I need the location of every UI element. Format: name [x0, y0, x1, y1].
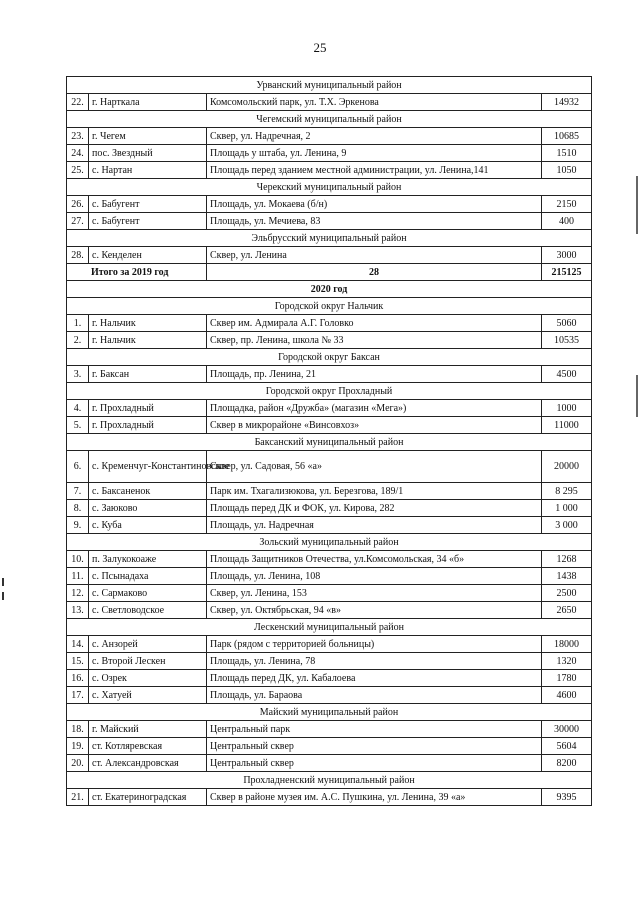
district-header: Городской округ Прохладный [67, 383, 592, 400]
year-header-row [67, 281, 592, 298]
object-cell: Сквер, ул. Ленина [207, 247, 542, 264]
row-number: 23. [67, 128, 89, 145]
table-row [67, 315, 592, 332]
settlement-cell: с. Кенделен [89, 247, 207, 264]
settlement-cell: с. Анзорей [89, 636, 207, 653]
object-cell: Площадь перед ДК, ул. Кабалоева [207, 670, 542, 687]
row-number: 26. [67, 196, 89, 213]
settlement-cell: ст. Екатериноградская [89, 789, 207, 806]
table-row [67, 517, 592, 534]
section-header-row [67, 704, 592, 721]
settlement-cell: г. Прохладный [89, 417, 207, 434]
table-row [67, 636, 592, 653]
section-header-row [67, 298, 592, 315]
object-cell: Центральный сквер [207, 738, 542, 755]
row-number: 7. [67, 483, 89, 500]
table-row [67, 738, 592, 755]
table-row [67, 145, 592, 162]
object-cell: Площадь, ул. Бараова [207, 687, 542, 704]
margin-mark [636, 176, 638, 234]
table-row [67, 551, 592, 568]
margin-mark [2, 578, 4, 586]
row-number: 19. [67, 738, 89, 755]
area-cell: 5604 [542, 738, 592, 755]
settlement-cell: с. Озрек [89, 670, 207, 687]
object-cell: Площадь Защитников Отечества, ул.Комсомольская, 34 «б» [207, 551, 542, 568]
area-cell: 14932 [542, 94, 592, 111]
row-number: 15. [67, 653, 89, 670]
table-row [67, 687, 592, 704]
margin-mark [636, 375, 638, 417]
area-cell: 4600 [542, 687, 592, 704]
row-number: 9. [67, 517, 89, 534]
table-row [67, 585, 592, 602]
row-number: 3. [67, 366, 89, 383]
object-cell: Площадь, ул. Ленина, 108 [207, 568, 542, 585]
settlement-cell: с. Нартан [89, 162, 207, 179]
settlement-cell: с. Заюково [89, 500, 207, 517]
object-cell: Сквер им. Адмирала А.Г. Головко [207, 315, 542, 332]
object-cell: Площадь, ул. Надречная [207, 517, 542, 534]
area-cell: 1268 [542, 551, 592, 568]
table-row [67, 721, 592, 738]
table-row [67, 94, 592, 111]
district-header: Баксанский муниципальный район [67, 434, 592, 451]
settlement-cell: с. Кременчуг-Константиновское [89, 451, 207, 483]
object-cell: Сквер в микрорайоне «Винсовхоз» [207, 417, 542, 434]
area-cell: 8200 [542, 755, 592, 772]
object-cell: Центральный парк [207, 721, 542, 738]
settlement-cell: г. Чегем [89, 128, 207, 145]
row-number: 18. [67, 721, 89, 738]
row-number: 22. [67, 94, 89, 111]
object-cell: Площадь, пр. Ленина, 21 [207, 366, 542, 383]
area-cell: 4500 [542, 366, 592, 383]
district-header: Эльбрусский муниципальный район [67, 230, 592, 247]
total-area: 215125 [542, 264, 592, 281]
district-header: Городской округ Нальчик [67, 298, 592, 315]
row-number: 17. [67, 687, 89, 704]
row-number: 4. [67, 400, 89, 417]
district-header: Прохладненский муниципальный район [67, 772, 592, 789]
table-row [67, 400, 592, 417]
row-number: 16. [67, 670, 89, 687]
row-number: 24. [67, 145, 89, 162]
section-header-row [67, 230, 592, 247]
object-cell: Сквер в районе музея им. А.С. Пушкина, ул. Ленина, 39 «а» [207, 789, 542, 806]
object-cell: Площадь у штаба, ул. Ленина, 9 [207, 145, 542, 162]
district-header: Городской округ Баксан [67, 349, 592, 366]
row-number: 1. [67, 315, 89, 332]
area-cell: 1780 [542, 670, 592, 687]
section-header-row [67, 77, 592, 94]
object-cell: Сквер, ул. Садовая, 56 «а» [207, 451, 542, 483]
area-cell: 10535 [542, 332, 592, 349]
table-row [67, 500, 592, 517]
section-header-row [67, 383, 592, 400]
area-cell: 1320 [542, 653, 592, 670]
area-cell: 8 295 [542, 483, 592, 500]
table-row [67, 247, 592, 264]
settlement-cell: с. Сармаково [89, 585, 207, 602]
object-cell: Площадка, район «Дружба» (магазин «Мега») [207, 400, 542, 417]
area-cell: 3000 [542, 247, 592, 264]
table-row [67, 653, 592, 670]
settlement-cell: с. Куба [89, 517, 207, 534]
object-cell: Площадь перед зданием местной администрации, ул. Ленина,141 [207, 162, 542, 179]
row-number: 10. [67, 551, 89, 568]
total-row [67, 264, 592, 281]
table-row [67, 602, 592, 619]
district-header: Лескенский муниципальный район [67, 619, 592, 636]
settlement-cell: ст. Котляревская [89, 738, 207, 755]
area-cell: 30000 [542, 721, 592, 738]
section-header-row [67, 349, 592, 366]
table-row [67, 213, 592, 230]
settlement-cell: г. Прохладный [89, 400, 207, 417]
row-number: 25. [67, 162, 89, 179]
area-cell: 2150 [542, 196, 592, 213]
row-number: 5. [67, 417, 89, 434]
table-row [67, 128, 592, 145]
area-cell: 10685 [542, 128, 592, 145]
area-cell: 18000 [542, 636, 592, 653]
settlement-cell: г. Баксан [89, 366, 207, 383]
table-row [67, 755, 592, 772]
object-cell: Парк им. Тхагализюкова, ул. Березгова, 189/1 [207, 483, 542, 500]
object-cell: Комсомольский парк, ул. Т.Х. Эркенова [207, 94, 542, 111]
object-cell: Сквер, пр. Ленина, школа № 33 [207, 332, 542, 349]
table-row [67, 196, 592, 213]
row-number: 13. [67, 602, 89, 619]
total-count: 28 [207, 264, 542, 281]
area-cell: 3 000 [542, 517, 592, 534]
area-cell: 9395 [542, 789, 592, 806]
settlement-cell: г. Майский [89, 721, 207, 738]
row-number: 8. [67, 500, 89, 517]
area-cell: 400 [542, 213, 592, 230]
settlement-cell: с. Хатуей [89, 687, 207, 704]
area-cell: 2500 [542, 585, 592, 602]
row-number: 11. [67, 568, 89, 585]
section-header-row [67, 534, 592, 551]
settlement-cell: г. Нарткала [89, 94, 207, 111]
settlement-cell: г. Нальчик [89, 315, 207, 332]
table-row [67, 483, 592, 500]
settlement-cell: ст. Александровская [89, 755, 207, 772]
object-cell: Центральный сквер [207, 755, 542, 772]
settlement-cell: п. Залукокоаже [89, 551, 207, 568]
object-cell: Площадь, ул. Мечиева, 83 [207, 213, 542, 230]
area-cell: 1 000 [542, 500, 592, 517]
row-number: 28. [67, 247, 89, 264]
area-cell: 20000 [542, 451, 592, 483]
page-number: 25 [313, 40, 327, 55]
row-number: 27. [67, 213, 89, 230]
area-cell: 2650 [542, 602, 592, 619]
section-header-row [67, 619, 592, 636]
object-cell: Сквер, ул. Ленина, 153 [207, 585, 542, 602]
section-header-row [67, 434, 592, 451]
year-header: 2020 год [67, 281, 592, 298]
district-header: Урванский муниципальный район [67, 77, 592, 94]
district-header: Черекский муниципальный район [67, 179, 592, 196]
area-cell: 1438 [542, 568, 592, 585]
row-number: 6. [67, 451, 89, 483]
table-row [67, 417, 592, 434]
total-label: Итого за 2019 год [67, 264, 207, 281]
settlement-cell: с. Бабугент [89, 196, 207, 213]
row-number: 12. [67, 585, 89, 602]
area-cell: 11000 [542, 417, 592, 434]
settlement-cell: пос. Звездный [89, 145, 207, 162]
row-number: 2. [67, 332, 89, 349]
area-cell: 1050 [542, 162, 592, 179]
settlement-cell: с. Светловодское [89, 602, 207, 619]
public-spaces-table [66, 76, 592, 806]
settlement-cell: с. Второй Лескен [89, 653, 207, 670]
table-row [67, 332, 592, 349]
row-number: 21. [67, 789, 89, 806]
settlement-cell: г. Нальчик [89, 332, 207, 349]
object-cell: Площадь, ул. Мокаева (б/н) [207, 196, 542, 213]
margin-mark [2, 592, 4, 600]
row-number: 20. [67, 755, 89, 772]
object-cell: Сквер, ул. Октябрьская, 94 «в» [207, 602, 542, 619]
table-row [67, 789, 592, 806]
object-cell: Площадь, ул. Ленина, 78 [207, 653, 542, 670]
district-header: Зольский муниципальный район [67, 534, 592, 551]
area-cell: 1510 [542, 145, 592, 162]
table-row [67, 568, 592, 585]
object-cell: Сквер, ул. Надречная, 2 [207, 128, 542, 145]
area-cell: 5060 [542, 315, 592, 332]
area-cell: 1000 [542, 400, 592, 417]
table-row [67, 162, 592, 179]
section-header-row [67, 179, 592, 196]
row-number: 14. [67, 636, 89, 653]
object-cell: Парк (рядом с территорией больницы) [207, 636, 542, 653]
settlement-cell: с. Баксаненок [89, 483, 207, 500]
section-header-row [67, 111, 592, 128]
settlement-cell: с. Бабугент [89, 213, 207, 230]
table-row [67, 366, 592, 383]
settlement-cell: с. Псынадаха [89, 568, 207, 585]
district-header: Майский муниципальный район [67, 704, 592, 721]
table-row [67, 670, 592, 687]
object-cell: Площадь перед ДК и ФОК, ул. Кирова, 282 [207, 500, 542, 517]
section-header-row [67, 772, 592, 789]
district-header: Чегемский муниципальный район [67, 111, 592, 128]
table-body [67, 77, 592, 806]
table-row [67, 451, 592, 483]
